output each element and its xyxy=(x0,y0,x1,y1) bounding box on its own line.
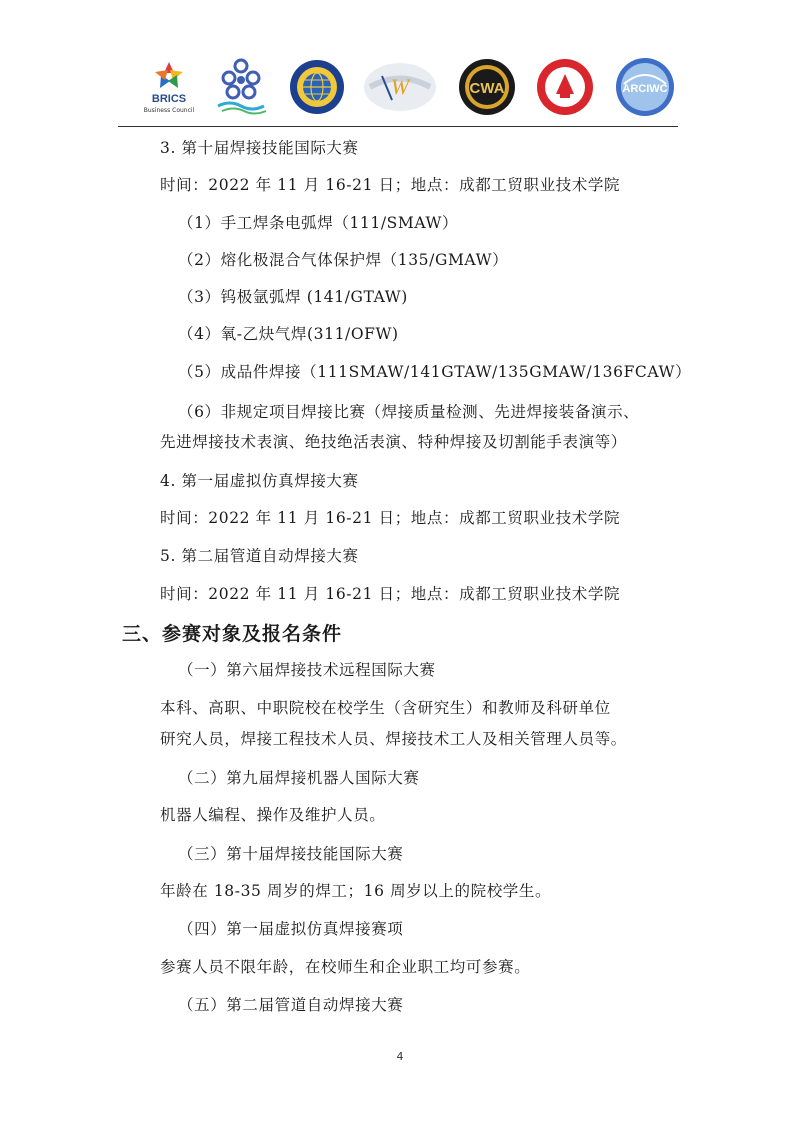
item-3-event-1: （1）手工焊条电弧焊（111/SMAW） xyxy=(178,214,459,232)
header-rule xyxy=(118,126,678,127)
svg-text:Business Council: Business Council xyxy=(143,107,195,114)
item-3-event-4: （4）氧-乙炔气焊(311/OFW) xyxy=(178,325,399,343)
item-3-event-3: （3）钨极氩弧焊 (141/GTAW) xyxy=(178,288,408,306)
subsection-4-title: （四）第一届虚拟仿真焊接赛项 xyxy=(178,920,404,938)
svg-text:ARCIWC: ARCIWC xyxy=(622,83,668,95)
item-5-time: 时间：2022 年 11 月 16-21 日；地点：成都工贸职业技术学院 xyxy=(160,585,621,603)
svg-text:BRICS: BRICS xyxy=(151,93,187,105)
iiw-logo xyxy=(362,56,438,118)
subsection-1-text-1: 本科、高职、中职院校在校学生（含研究生）和教师及科研单位 xyxy=(160,699,611,717)
item-4-time: 时间：2022 年 11 月 16-21 日；地点：成都工贸职业技术学院 xyxy=(160,509,621,527)
cwa-logo xyxy=(458,56,516,118)
section-3-heading: 三、参赛对象及报名条件 xyxy=(122,623,343,645)
item-3-title: 3. 第十届焊接技能国际大赛 xyxy=(160,139,359,157)
subsection-3-title: （三）第十届焊接技能国际大赛 xyxy=(178,845,404,863)
item-3-time: 时间：2022 年 11 月 16-21 日；地点：成都工贸职业技术学院 xyxy=(160,176,621,194)
item-4-title: 4. 第一届虚拟仿真焊接大赛 xyxy=(160,472,359,490)
red-seal-logo xyxy=(536,56,594,118)
logo-row xyxy=(140,56,680,122)
item-3-event-6-cont: 先进焊接技术表演、绝技绝活表演、特种焊接及切割能手表演等） xyxy=(160,433,627,451)
page-number: 4 xyxy=(396,1050,404,1063)
subsection-1-text-2: 研究人员，焊接工程技术人员、焊接技术工人及相关管理人员等。 xyxy=(160,730,627,748)
subsection-1-title: （一）第六届焊接技术远程国际大赛 xyxy=(178,661,436,679)
subsection-5-title: （五）第二届管道自动焊接大赛 xyxy=(178,996,404,1014)
subsection-3-text: 年龄在 18-35 周岁的焊工；16 周岁以上的院校学生。 xyxy=(160,882,552,900)
item-3-event-2: （2）熔化极混合气体保护焊（135/GMAW） xyxy=(178,251,509,269)
brics-logo xyxy=(140,56,198,118)
svg-text:W: W xyxy=(390,74,410,99)
globe-seal-logo xyxy=(288,56,346,118)
subsection-4-text: 参赛人员不限年龄，在校师生和企业职工均可参赛。 xyxy=(160,958,531,976)
subsection-2-text: 机器人编程、操作及维护人员。 xyxy=(160,806,386,824)
arciwc-logo xyxy=(614,56,676,118)
subsection-2-title: （二）第九届焊接机器人国际大赛 xyxy=(178,769,420,787)
svg-text:CWA: CWA xyxy=(469,80,505,97)
item-3-event-6: （6）非规定项目焊接比赛（焊接质量检测、先进焊接装备演示、 xyxy=(178,403,640,421)
item-3-event-5: （5）成品件焊接（111SMAW/141GTAW/135GMAW/136FCAW） xyxy=(178,363,692,381)
item-5-title: 5. 第二届管道自动焊接大赛 xyxy=(160,547,359,565)
knot-logo xyxy=(212,56,270,118)
